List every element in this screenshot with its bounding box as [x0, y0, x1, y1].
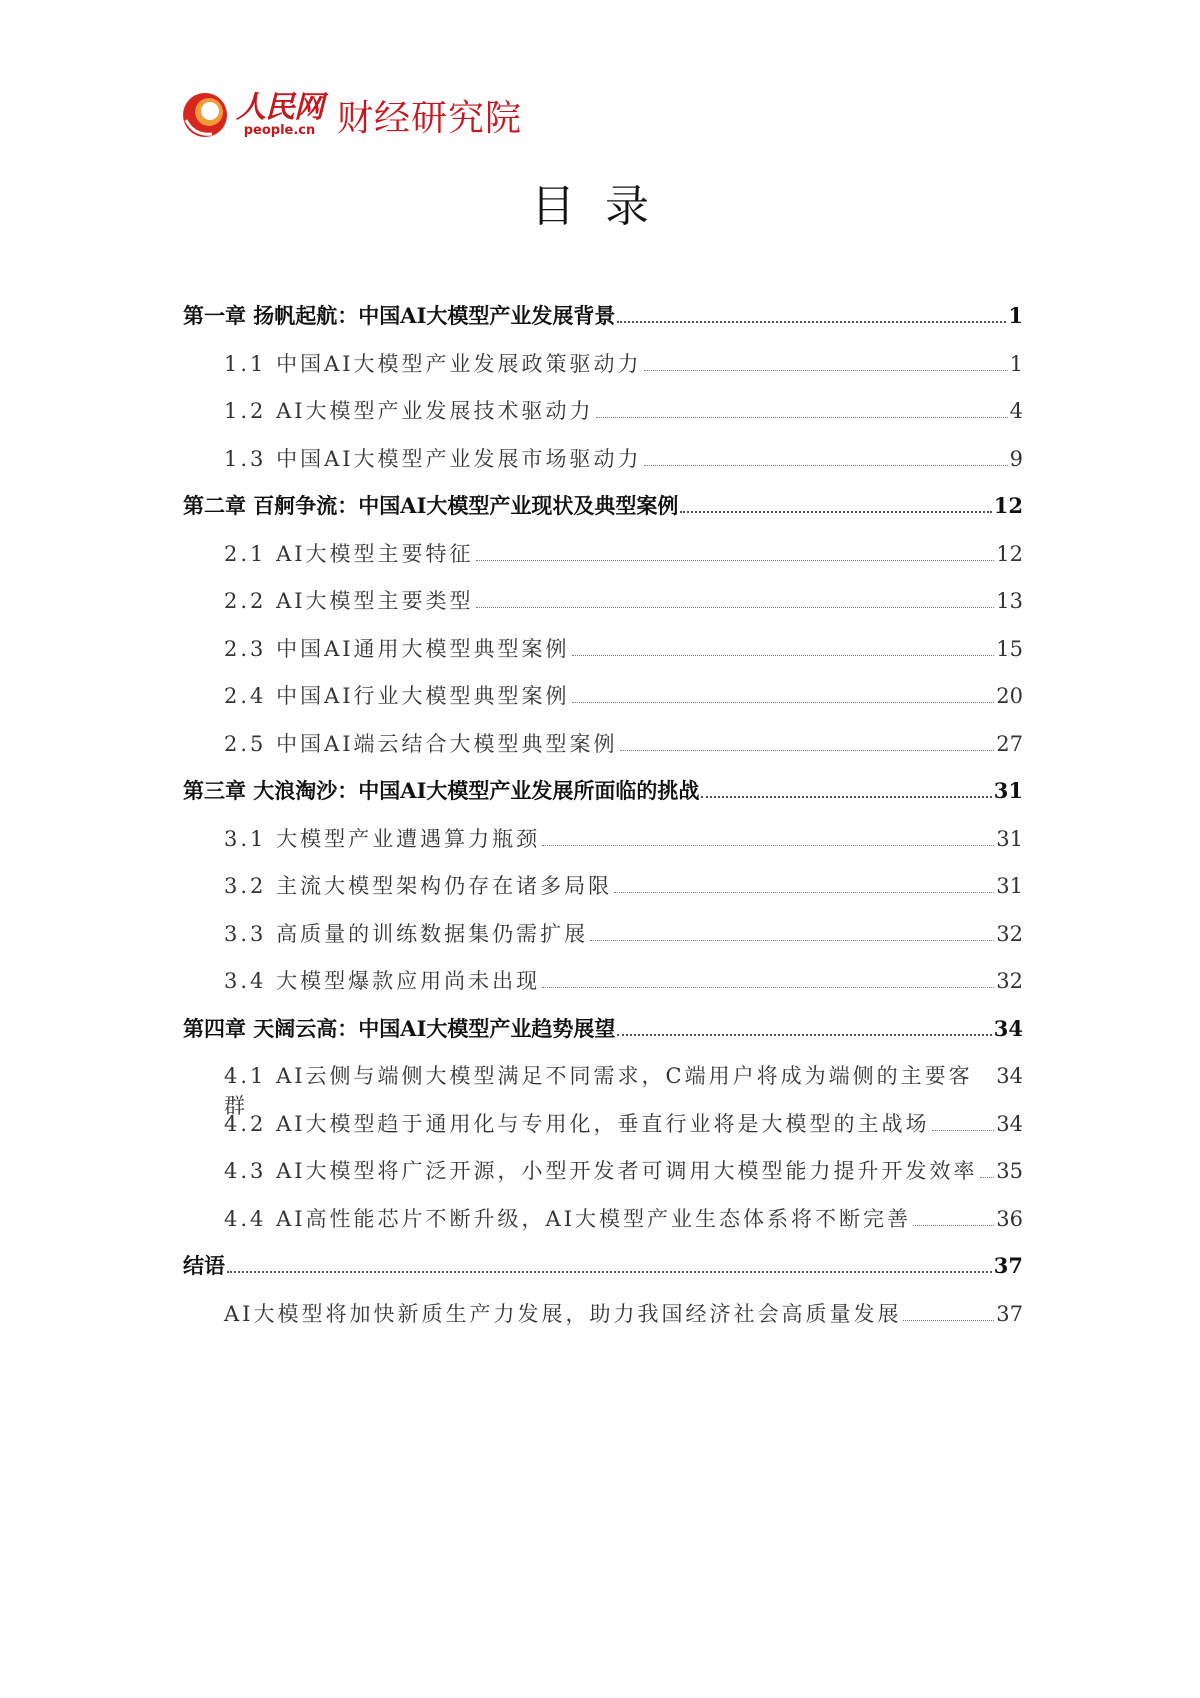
toc-entry[interactable] [183, 918, 1023, 966]
toc-entry-title: 2.4 中国AI行业大模型典型案例 [224, 684, 570, 708]
toc-page-number: 36 [996, 1206, 1023, 1231]
leader-dots [644, 370, 1008, 371]
toc-page-number: 27 [996, 731, 1023, 756]
toc-page-number: 1 [1009, 351, 1023, 376]
leader-dots [701, 796, 991, 798]
toc-page-number: 31 [993, 778, 1023, 803]
toc-entry[interactable] [183, 490, 1023, 538]
toc-entry-title: 结语 [183, 1253, 225, 1278]
toc-entry-title: 1.2 AI大模型产业发展技术驱动力 [224, 399, 594, 423]
toc-page-number: 4 [1009, 399, 1023, 423]
toc-entry[interactable] [183, 443, 1023, 491]
toc-page-number: 12 [993, 493, 1023, 518]
toc-entry[interactable] [183, 300, 1023, 348]
leader-dots [542, 987, 994, 988]
toc-entry-title: 1.1 中国AI大模型产业发展政策驱动力 [224, 351, 642, 376]
toc-entry[interactable] [183, 1203, 1023, 1251]
toc-page-number: 32 [996, 921, 1023, 946]
logo-swirl-icon [180, 90, 230, 140]
toc-entry-title: 第一章 扬帆起航：中国AI大模型产业发展背景 [183, 303, 616, 328]
toc-entry[interactable] [183, 1108, 1023, 1156]
toc-page-number: 31 [996, 874, 1023, 898]
leader-dots [617, 1034, 991, 1036]
toc-entry-title: 3.3 高质量的训练数据集仍需扩展 [224, 921, 589, 946]
toc-entry-title: 3.1 大模型产业遭遇算力瓶颈 [224, 826, 541, 851]
toc-page-number: 1 [1008, 303, 1023, 328]
toc-entry[interactable] [183, 395, 1023, 443]
toc-entry-title: 3.4 大模型爆款应用尚未出现 [224, 969, 541, 993]
toc-entry-title: 第二章 百舸争流：中国AI大模型产业现状及典型案例 [183, 493, 679, 518]
page-title: 目录 [531, 181, 679, 232]
leader-dots [542, 845, 994, 846]
leader-dots [932, 1130, 995, 1131]
toc-page-number: 15 [996, 636, 1023, 661]
toc-entry[interactable] [183, 1060, 1023, 1118]
toc-page-number: 34 [993, 1015, 1023, 1041]
toc-entry[interactable] [183, 585, 1023, 633]
leader-dots [903, 1320, 994, 1321]
toc-page-number: 31 [996, 826, 1023, 851]
leader-dots [913, 1225, 994, 1226]
toc-entry-title: 2.2 AI大模型主要类型 [224, 589, 474, 613]
leader-dots [620, 750, 995, 751]
toc-page-number: 34 [996, 1064, 1023, 1088]
toc-entry[interactable] [183, 728, 1023, 776]
toc-entry-title: 4.3 AI大模型将广泛开源，小型开发者可调用大模型能力提升开发效率 [224, 1159, 978, 1183]
toc-page-number: 37 [993, 1253, 1023, 1278]
toc-entry-title: 4.4 AI高性能芯片不断升级，AI大模型产业生态体系将不断完善 [224, 1206, 911, 1231]
toc-entry-title: 4.1 AI云侧与端侧大模型满足不同需求，C端用户将成为端侧的主要客群 [224, 1064, 973, 1118]
toc-page-number: 13 [996, 589, 1023, 613]
leader-dots [476, 560, 995, 561]
leader-dots [617, 321, 1006, 323]
leader-dots [476, 607, 995, 608]
toc-page-number: 35 [996, 1159, 1023, 1183]
toc-entry-title: 1.3 中国AI大模型产业发展市场驱动力 [224, 446, 642, 471]
toc-page-number: 20 [996, 684, 1023, 708]
toc-entry[interactable] [183, 1155, 1023, 1203]
toc-entry[interactable] [183, 1298, 1023, 1346]
leader-dots [680, 511, 991, 513]
toc-entry-title: 2.1 AI大模型主要特征 [224, 541, 474, 566]
toc-entry[interactable] [183, 1013, 1023, 1061]
toc-entry[interactable] [183, 775, 1023, 823]
leader-dots [644, 465, 1008, 466]
leader-dots [572, 655, 995, 656]
toc-page-number: 12 [996, 541, 1023, 566]
leader-dots [980, 1177, 995, 1178]
leader-dots [596, 417, 1008, 418]
toc-entry-title: 第四章 天阔云高：中国AI大模型产业趋势展望 [183, 1015, 616, 1041]
toc-entry-title: AI大模型将加快新质生产力发展，助力我国经济社会高质量发展 [224, 1301, 902, 1326]
toc-entry-title: 4.2 AI大模型趋于通用化与专用化，垂直行业将是大模型的主战场 [224, 1111, 930, 1136]
leader-dots [572, 702, 995, 703]
toc-entry-title: 2.5 中国AI端云结合大模型典型案例 [224, 731, 618, 756]
toc-entry[interactable] [183, 538, 1023, 586]
toc-page-number: 34 [996, 1111, 1023, 1136]
toc-page-number: 9 [1009, 446, 1023, 471]
toc-entry-title: 第三章 大浪淘沙：中国AI大模型产业发展所面临的挑战 [183, 778, 700, 803]
leader-dots [614, 892, 994, 893]
toc-entry[interactable] [183, 823, 1023, 871]
toc-entry[interactable] [183, 870, 1023, 918]
toc-entry[interactable] [183, 1250, 1023, 1298]
toc-entry[interactable] [183, 965, 1023, 1013]
toc-page-number: 37 [996, 1301, 1023, 1326]
toc-page-number: 32 [996, 969, 1023, 993]
toc-entry[interactable] [183, 348, 1023, 396]
toc-entry-title: 3.2 主流大模型架构仍存在诸多局限 [224, 874, 613, 898]
logo-institute: 财经研究院 [337, 97, 523, 139]
toc-entry[interactable] [183, 680, 1023, 728]
logo-brand-en: people.cn [243, 123, 316, 138]
table-of-contents [183, 300, 1023, 1345]
people-cn-logo [180, 86, 522, 144]
toc-entry-title: 2.3 中国AI通用大模型典型案例 [224, 636, 570, 661]
logo-brand-cn: 人民网 [236, 90, 323, 125]
toc-entry[interactable] [183, 633, 1023, 681]
leader-dots [227, 1271, 992, 1273]
leader-dots [590, 940, 994, 941]
